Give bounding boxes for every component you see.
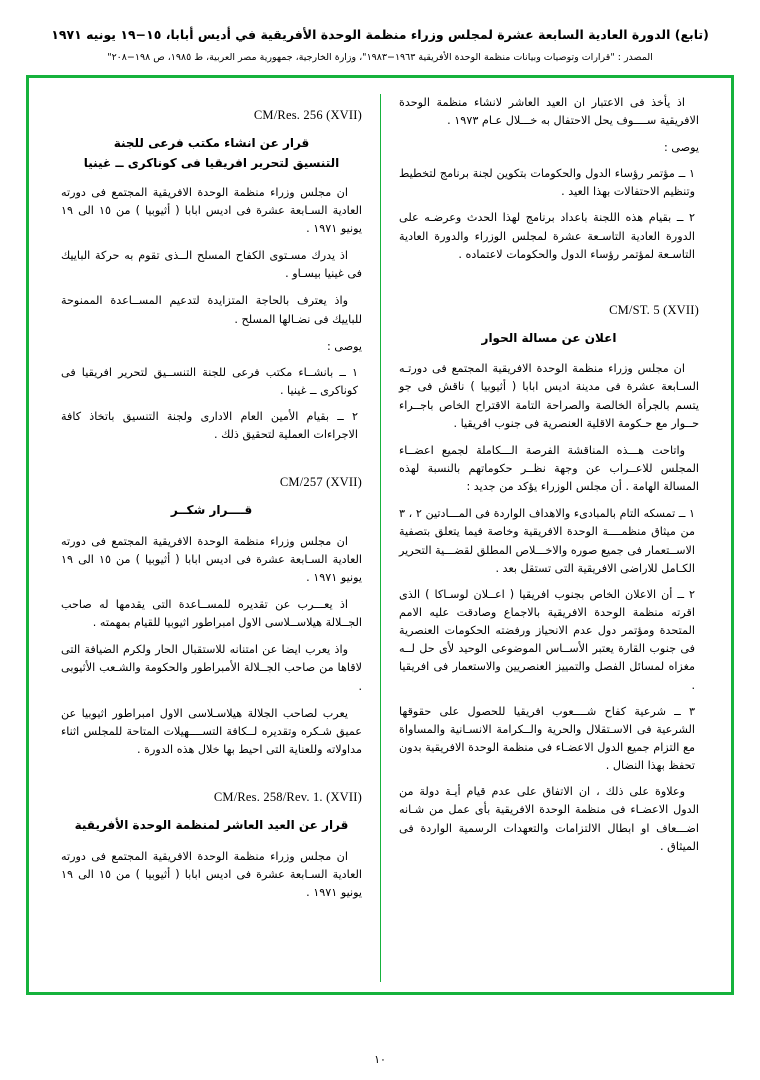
column-right bbox=[380, 94, 717, 982]
resolution-257 bbox=[61, 475, 362, 759]
tenth-anniversary-continuation bbox=[399, 94, 699, 264]
page-header bbox=[26, 26, 734, 65]
paragraph: اذ يدرك مسـتوى الكفاح المسلح الــذى تقوم به حركة الباييك فى غينيا بيسـاو . bbox=[61, 249, 362, 281]
paragraph: وعلاوة على ذلك ، ان الاتفاق على عدم قيام أيـة دولة من الدول الاعضـاء فى منظمة الوحدة الافريقية بأى عمل من شـانه اضـــعاف او ابطال الالتزامات والتعهدات الرسمية الواردة فى الميثاق . bbox=[399, 785, 699, 853]
paragraph: واذ يعرب ايضا عن امتنانه للاستقبال الحار ولكرم الضيافة التى لاقاها من صاحب الجــلالة الأمبراطور والحكومة والشـعب الأثيوبى . bbox=[61, 643, 362, 693]
recommendation-lead: يوصى : bbox=[326, 339, 362, 353]
list-item: ١ ــ تمسكه التام بالمبادىء والاهداف الواردة فى المـــادتين ٢ ، ٣ من ميثاق منظمــــة الوحدة الافريقية وخاصة فيما يتعلق بتصفية الاســتعمار فى جميع صوره والاخـــلاص المطلق لقضـــية التحرير الكـامل للاراضى الافريقية التى تستقل بعد . bbox=[399, 507, 695, 575]
paragraph: اذ يأخذ فى الاعتبار ان العيد العاشر لانشاء منظمة الوحدة الافريقية ســــوف يحل الاحتفال به خـــلال عـام ١٩٧٣ . bbox=[399, 96, 699, 128]
paragraph: يعرب لصاحب الجلالة هيلاسـلاسى الاول امبراطور اثيوبيا عن عميق شـكره وتقديره لــكافة التســــهيلات المتاحة للمجلس اثناء مداولاته وللعناية التى احيط بها خلال هذه الدورة . bbox=[61, 706, 362, 757]
page-number: ١٠ bbox=[374, 1054, 386, 1066]
paragraph: ان مجلس وزراء منظمة الوحدة الافريقية المجتمع فى دورته العادية السـابعة عشرة فى اديس ابابا ( أثيوبيا ) من ١٥ الى ١٩ يونيو ١٩٧١ . bbox=[61, 849, 362, 899]
list-item: ٣ ــ شرعية كفاح شــــعوب افريقيا للحصول على حقوقها الشرعية فى الاسـتقلال والحرية والــكرامة الانسـانية والمساواة مع التزام جميع الدول الاعضـاء فى منظمة الوحدة الافريقية بدون تحفظ بهذا النضال . bbox=[399, 704, 695, 773]
list-item: ٢ ــ بقيام هذه اللجنة باعداد برنامج لهذا الحدث وعرضـه على الدورة العادية التاسـعة عشرة لمجلس الوزراء والدورة العادية التاسـعة لمؤتمر رؤساء الدول والحكومات لاعتماده . bbox=[399, 211, 695, 261]
document-code: CM/257 (XVII) bbox=[279, 475, 362, 490]
paragraph: واتاحت هـــذه المناقشة الفرصة الـــكاملة لجميع اعضــاء المجلس للاعــراب عن وجهة نظــر حكوماتهم بالنسبة لهذه المسالة الهامة . أن مجلس الوزراء يؤكد من جديد : bbox=[399, 443, 699, 494]
resolution-title-line-2: التنسيق لتحرير افريقيا فى كوناكرى ــ غينيا bbox=[83, 156, 340, 171]
two-column-layout bbox=[43, 94, 717, 982]
paragraph: ان مجلس وزراء منظمة الوحدة الافريقية المجتمع فى دورتـه السـابعة عشرة فى مدينة اديس ابابا ( أثيوبيا ) ناقش فى جو يتسم بالجرأة الخالصة والصراحة التامة الاقتراح الخاص باجــراء حــوار مع حـكومة الاقلية العنصرية فى جنوب افريقيا . bbox=[399, 362, 699, 430]
column-left bbox=[43, 94, 380, 982]
resolution-256 bbox=[61, 108, 362, 444]
resolution-title: قرار عن العيد العاشر لمنظمة الوحدة الأفريقية bbox=[74, 818, 349, 833]
resolution-title: اعلان عن مسالة الحوار bbox=[481, 330, 617, 345]
paragraph: ان مجلس وزراء منظمة الوحدة الافريقية المجتمع فى دورته العادية السـابعة عشرة فى اديس ابابا ( أثيوبيا ) من ١٥ الى ١٩ يونيو ١٩٧١ . bbox=[61, 534, 362, 584]
list-item: ١ ــ بانشــاء مكتب فرعى للجنة التنســيق لتحرير افريقيا فى كوناكرى ــ غينيا . bbox=[61, 365, 358, 397]
document-code: CM/Res. 258/Rev. 1. (XVII) bbox=[213, 790, 362, 805]
document-code: CM/Res. 256 (XVII) bbox=[253, 108, 362, 122]
paragraph: اذ يعـــرب عن تقديره للمســاعدة التى يقدمها له صاحب الجــلالة هيلاســلاسى الاول امبراطور اثيوبيا للقيام بمهمته . bbox=[61, 598, 362, 630]
list-item: ٢ ــ أن الاعلان الخاص بجنوب افريقيا ( اعــلان لوسـاكا ) الذى اقرته منظمة الوحدة الافريقية بالاجماع وصادقت عليه الامم المتحدة ومؤتمر دول عدم الانحياز ورفضته الحكومات العنصرية فى جنوب القارة يعتبر الأســاس الموضوعى الوحيد لأى حل لــه مغزاه لمسائل الفصل والتمييز العنصريين والاستعمار فى افريقيا . bbox=[399, 587, 695, 692]
content-frame bbox=[26, 75, 734, 995]
list-item: ٢ ــ بقيام الأمين العام الادارى ولجنة التنسيق باتخاذ كافة الاجراءات العملية لتحقيق ذلك . bbox=[61, 409, 358, 442]
list-item: ١ ــ مؤتمر رؤساء الدول والحكومات بتكوين لجنة برنامج لتخطيط وتنظيم الاحتفالات بهذا العيد . bbox=[399, 167, 695, 199]
document-code: CM/ST. 5 (XVII) bbox=[609, 302, 699, 317]
statement-cm-st-5 bbox=[399, 303, 699, 856]
resolution-title-line-1: قرار عن انشاء مكتب فرعى للجنة bbox=[113, 136, 310, 150]
resolution-title: قــــرار شكــر bbox=[170, 503, 253, 518]
document-title: (تابع) الدورة العادية السابعة عشرة لمجلس وزراء منظمة الوحدة الأفريقية في أديس أبابا، ١٥−١٩ يونيه ١٩٧١ bbox=[51, 27, 709, 42]
resolution-258-rev1 bbox=[61, 790, 362, 902]
resolution-title bbox=[61, 133, 362, 174]
paragraph: واذ يعترف بالحاجة المتزايدة لتدعيم المســاعدة الممنوحة للباييك فى نضـالها المسلح . bbox=[61, 294, 362, 326]
recommendation-lead: يوصى : bbox=[663, 141, 699, 155]
paragraph: ان مجلس وزراء منظمة الوحدة الافريقية المجتمع فى دورته العادية السـابعة عشرة فى اديس ابابا ( أثيوبيا ) من ١٥ الى ١٩ يونيو ١٩٧١ . bbox=[61, 185, 362, 236]
document-source: المصدر : "قرارات وتوصيات وبيانات منظمة الوحدة الأفريقية ١٩٦٣−١٩٨٣"، وزارة الخارجية، جمهورية مصر العربية، ط ١٩٨٥، ص ١٩٨−٢٠٨" bbox=[107, 51, 653, 63]
